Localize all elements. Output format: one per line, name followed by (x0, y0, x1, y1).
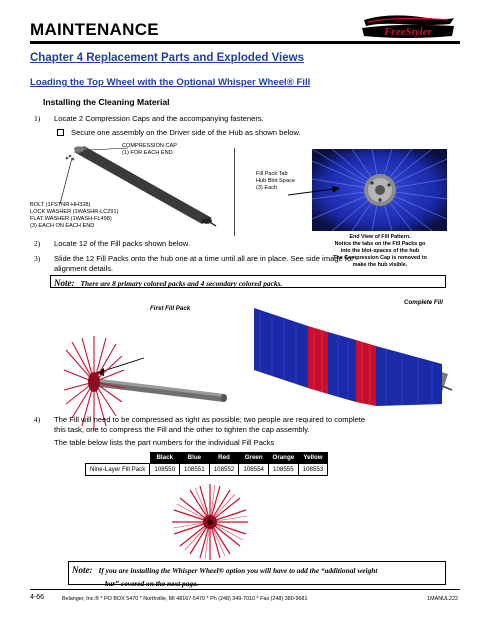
section-title: Loading the Top Wheel with the Optional Whisper Wheel® Fill (30, 77, 311, 88)
callout-line: End View of Fill Pattern. (349, 234, 411, 240)
footer-rule (30, 589, 460, 590)
note-label: Note: (54, 278, 75, 288)
note-text-continued: bar” covered on the next page. (105, 579, 199, 588)
step-4 (34, 415, 454, 435)
table-header-row (86, 452, 328, 464)
callout-line: (3) EACH ON EACH END (30, 223, 95, 229)
note-text: There are 8 primary colored packs and 4 secondary colored packs. (80, 279, 283, 288)
freestyler-logo (358, 14, 458, 40)
callout-line: FLAT WASHER (1WASH-FL498) (30, 216, 112, 222)
step-3 (34, 254, 454, 274)
note-label: Note: (72, 565, 93, 575)
table-cell: 108551 (180, 464, 210, 476)
first-fill-pack-caption: First Fill Pack (150, 305, 191, 312)
page-number: 4-66 (30, 594, 45, 601)
callout-line: (1) FOR EACH END (122, 150, 173, 156)
table-cell: 108555 (269, 464, 299, 476)
step-text-continued: alignment details. (54, 264, 114, 273)
callout-line: BOLT (1FSTNR-HH328) (30, 202, 91, 208)
compression-cap-callout (122, 143, 177, 157)
bolt-leader (60, 158, 72, 204)
table-header-cell: Blue (180, 452, 210, 464)
step-number: 1) (34, 114, 41, 123)
note-box (68, 561, 446, 588)
table-cell: 108552 (209, 464, 239, 476)
callout-line: into the blot-spaces of the hub (340, 248, 420, 254)
table-cell: 108550 (150, 464, 180, 476)
bolt-callout (30, 202, 118, 230)
callout-line: The Compression Cap is removed to (333, 255, 427, 261)
table-header-cell: Green (239, 452, 269, 464)
table-intro (54, 438, 454, 448)
footer-doc-number: 1MANUL222 (427, 596, 458, 602)
fill-band-blue (328, 332, 356, 402)
step-text: The Fill will need to be compressed as tight as possible; two people are required to complete (54, 415, 366, 424)
svg-text:FreeStyler: FreeStyler (384, 26, 432, 38)
callout-line: Notice the tabs on the Fill Packs go (334, 241, 426, 247)
note-box (50, 275, 446, 288)
callout-line: (3) Each (256, 185, 278, 191)
callout-line: LOCK WASHER (1WASHR-LC291) (30, 209, 119, 215)
complete-fill-photo (252, 298, 454, 406)
step-number: 2) (34, 239, 41, 248)
fill-pack-parts-table (85, 452, 328, 476)
fill-band-red (356, 340, 376, 406)
footer-address: Belanger, Inc.® * PO BOX 5470 * Northville, MI 48167-5470 * Ph (248) 349-7010 * Fax (248) 380-9681 (62, 596, 308, 602)
diagram-divider (234, 148, 235, 236)
callout-line: make the hub visible. (352, 262, 408, 268)
fill-band-red (308, 326, 328, 394)
step-text: Locate 2 Compression Caps and the accompanying fasteners. (54, 114, 264, 123)
fill-band-blue (254, 308, 308, 388)
table-row-label: Nine-Layer Fill Pack (86, 464, 150, 476)
subsection-title: Installing the Cleaning Material (43, 97, 170, 107)
table-header-cell: Yellow (298, 452, 328, 464)
step-number: 3) (34, 254, 41, 263)
step-2 (34, 239, 294, 249)
step-text-continued: this task, one to compress the Fill and the other to tighten the cap assembly. (54, 425, 310, 434)
checkbox[interactable] (57, 129, 64, 136)
step-number: 4) (34, 415, 41, 424)
table-row (86, 464, 328, 476)
table-cell: 108554 (239, 464, 269, 476)
fill-pack-tab-arrow (288, 184, 342, 198)
compression-cap-small-parts (66, 155, 75, 161)
callout-line: Fill Pack Tab (256, 171, 288, 177)
chapter-title: Chapter 4 Replacement Parts and Exploded Views (30, 52, 304, 64)
note-text: If you are installing the Whisper Wheel® option you will have to add the “additional weight (98, 566, 378, 575)
callout-line: Hub Blot Space (256, 178, 295, 184)
table-header-cell: Orange (269, 452, 299, 464)
header-section-title: MAINTENANCE (30, 20, 159, 39)
table-cell: 108553 (298, 464, 328, 476)
table-header-cell: Red (209, 452, 239, 464)
callout-line: COMPRESSION CAP (122, 143, 178, 149)
step-text: Locate 12 of the Fill packs shown below. (54, 239, 190, 248)
step-text: Slide the 12 Fill Packs onto the hub one at a time until all are in place. See side image for (54, 254, 354, 263)
header-rule (30, 41, 460, 44)
complete-fill-caption: Complete Fill (404, 299, 443, 306)
table-header-cell: Black (150, 452, 180, 464)
red-fill-pack-photo (168, 482, 252, 562)
checklist-item-text: Secure one assembly on the Driver side of the Hub as shown below. (71, 128, 301, 137)
table-intro-text: The table below lists the part numbers for the individual Fill Packs (54, 438, 275, 447)
step-1 (34, 114, 454, 124)
table-header-blank (86, 452, 150, 464)
